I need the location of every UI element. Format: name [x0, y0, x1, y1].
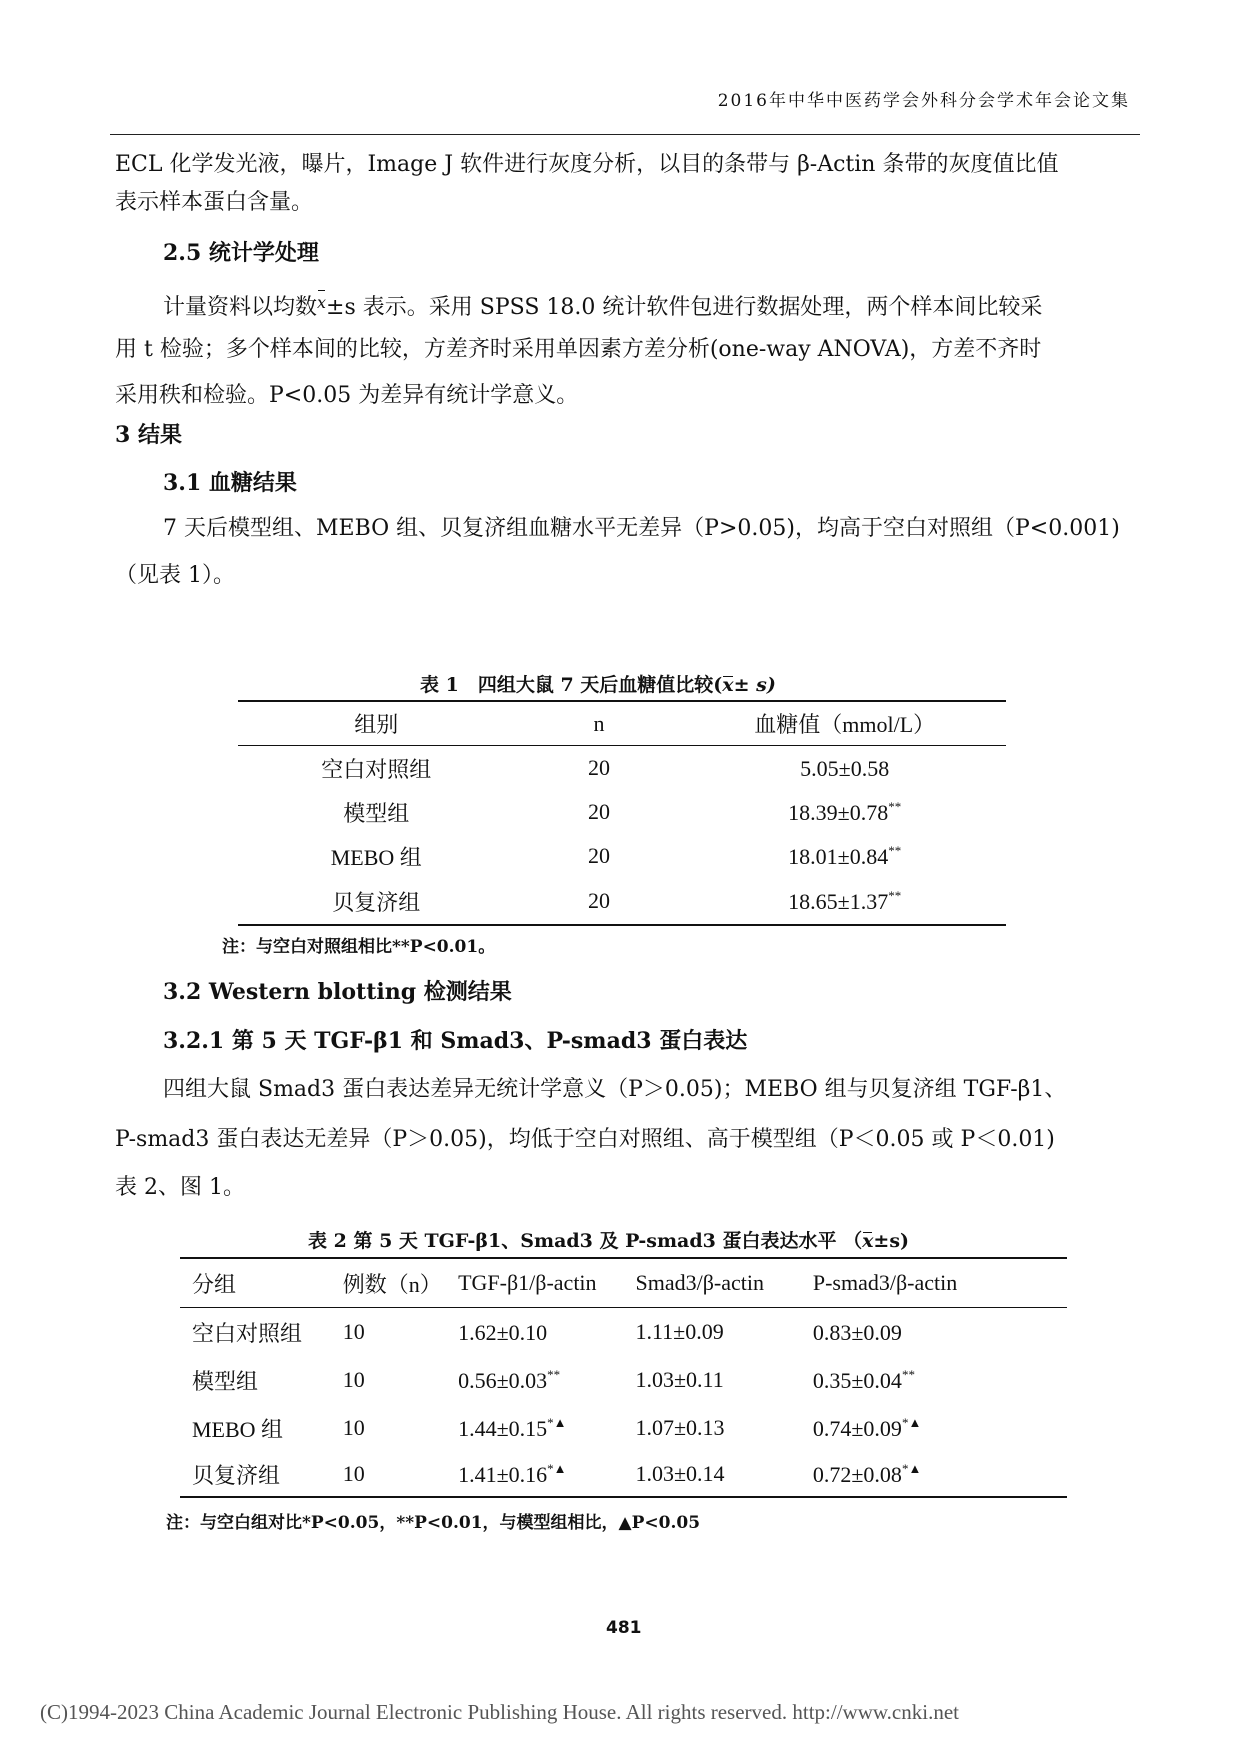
section-3-2-1-heading: 3.2.1 第 5 天 TGF-β1 和 Smad3、P-smad3 蛋白表达	[163, 1028, 748, 1054]
value-text: 0.83±0.09	[812, 1319, 902, 1345]
table1-cell-value	[683, 878, 1006, 925]
stats-line1	[163, 288, 1042, 323]
significance-mark: *▲	[547, 1414, 567, 1430]
table2-cell-n: 10	[331, 1452, 446, 1497]
significance-mark: *▲	[901, 1414, 922, 1430]
stats-line3: 采用秩和检验。P<0.05 为差异有统计学意义。	[115, 383, 579, 408]
value-text: 18.39±0.78	[788, 799, 889, 825]
significance-mark: **	[547, 1366, 561, 1382]
value-text: 18.01±0.84	[788, 843, 889, 869]
value-text: 1.62±0.10	[458, 1319, 548, 1345]
table1-cell-n: 20	[587, 799, 610, 824]
table2-cell-tgf	[446, 1404, 623, 1452]
table2-note: 注：与空白组对比*P<0.05，**P<0.01，与模型组相比，▲P<0.05	[166, 1513, 701, 1533]
sec321-line1: 四组大鼠 Smad3 蛋白表达差异无统计学意义（P＞0.05)；MEBO 组与贝复济组 TGF-β1、	[163, 1077, 1067, 1102]
sec31-line2: （见表 1）。	[115, 563, 235, 588]
table1-cell-group: 空白对照组	[321, 756, 432, 782]
table1-header-group: 组别	[238, 701, 514, 746]
para1-line2: 表示样本蛋白含量。	[115, 190, 314, 215]
table1-cell-group: 模型组	[343, 800, 410, 826]
table2-cell-smad3: 1.07±0.13	[635, 1415, 725, 1440]
sec321-line2: P-smad3 蛋白表达无差异（P＞0.05)，均低于空白对照组、高于模型组（P＜0.05 或 P＜0.01)	[115, 1127, 1055, 1152]
value-text: 1.41±0.16	[458, 1461, 548, 1487]
stats-line1-post: ±s 表示。采用 SPSS 18.0 统计软件包进行数据处理，两个样本间比较采	[326, 295, 1043, 320]
table2-header-tgf: TGF-β1/β-actin	[446, 1258, 623, 1308]
value-text: 18.65±1.37	[788, 888, 889, 914]
mean-x-symbol: x	[317, 288, 326, 318]
table1-cell-value	[683, 834, 1006, 878]
table-row	[180, 1404, 1067, 1452]
table-row	[238, 746, 1006, 791]
section-3-2-heading: 3.2 Western blotting 检测结果	[163, 979, 512, 1005]
table1-caption	[420, 670, 776, 697]
significance-mark: *▲	[901, 1460, 922, 1476]
table1-caption-text: 表 1 四组大鼠 7 天后血糖值比较(	[420, 674, 723, 696]
table2-cell-smad3: 1.11±0.09	[635, 1319, 724, 1344]
table1-cell-group: 贝复济组	[238, 878, 514, 925]
table2-header-smad3: Smad3/β-actin	[623, 1258, 800, 1308]
table2-cell-group: 贝复济组	[180, 1452, 331, 1497]
table2-header-n: 例数（n）	[331, 1258, 446, 1308]
running-header: 2016年中华中医药学会外科分会学术年会论文集	[717, 91, 1130, 111]
significance-mark: **	[901, 1366, 915, 1382]
table2-caption-text: 表 2 第 5 天 TGF-β1、Smad3 及 P-smad3 蛋白表达水平 （	[308, 1230, 863, 1252]
table2-cell-tgf	[446, 1308, 623, 1357]
page-number: 481	[606, 1618, 642, 1638]
table2-header-psmad3: P-smad3/β-actin	[801, 1258, 1067, 1308]
table2-cell-group: MEBO 组	[192, 1416, 284, 1442]
stats-line1-pre: 计量资料以均数	[163, 295, 318, 320]
value-text: 0.72±0.08	[812, 1461, 902, 1487]
table1	[238, 700, 1006, 926]
para1-line1: ECL 化学发光液，曝片，Image J 软件进行灰度分析，以目的条带与 β-Actin 条带的灰度值比值	[115, 152, 1059, 177]
table2-cell-psmad3	[801, 1452, 1067, 1497]
value-text: 0.35±0.04	[812, 1367, 902, 1393]
significance-mark: **	[888, 798, 902, 814]
table1-header-n: n	[514, 701, 683, 746]
section-2-5-heading: 2.5 统计学处理	[163, 240, 319, 266]
table1-header-value: 血糖值（mmol/L）	[683, 701, 1006, 746]
table2-cell-smad3: 1.03±0.14	[623, 1452, 800, 1497]
table1-cell-value	[683, 790, 1006, 834]
table2-cell-group: 模型组	[192, 1368, 259, 1394]
mean-x-symbol: x	[862, 1230, 874, 1252]
value-text: 1.44±0.15	[458, 1415, 548, 1441]
table-row	[238, 834, 1006, 878]
mean-x-symbol: x	[722, 674, 734, 696]
stats-line2: 用 t 检验；多个样本间的比较，方差齐时采用单因素方差分析(one-way ANOVA)，方差不齐时	[115, 337, 1042, 362]
value-text: 0.56±0.03	[458, 1367, 548, 1393]
section-3-heading: 3 结果	[115, 422, 182, 448]
copyright-footer: (C)1994-2023 China Academic Journal Electronic Publishing House. All rights reserved. http://www.cnki.net	[40, 1700, 959, 1724]
table1-cell-n: 20	[587, 755, 610, 780]
sec31-line1: 7 天后模型组、MEBO 组、贝复济组血糖水平无差异（P>0.05)，均高于空白对照组（P<0.001)	[163, 516, 1120, 541]
value-text: 0.74±0.09	[812, 1415, 902, 1441]
table1-cell-n: 20	[514, 878, 683, 925]
table-row	[238, 878, 1006, 925]
significance-mark: **	[888, 887, 902, 903]
significance-mark: *▲	[547, 1460, 567, 1476]
section-3-1-heading: 3.1 血糖结果	[163, 470, 297, 496]
table2-cell-psmad3	[801, 1308, 1067, 1357]
table1-cell-n: 20	[587, 843, 610, 868]
table2-cell-psmad3	[801, 1404, 1067, 1452]
table2	[180, 1257, 1067, 1498]
table1-cell-value	[683, 746, 1006, 791]
significance-mark: **	[888, 842, 902, 858]
table1-cell-group: MEBO 组	[330, 844, 422, 870]
table2-cell-smad3: 1.03±0.11	[635, 1367, 724, 1392]
table2-cell-group: 空白对照组	[192, 1320, 303, 1346]
table2-cell-n: 10	[342, 1367, 365, 1392]
sec321-line3: 表 2、图 1。	[115, 1175, 245, 1200]
table2-caption	[308, 1226, 909, 1253]
table2-cell-tgf	[446, 1356, 623, 1404]
value-text: 5.05±0.58	[800, 755, 890, 781]
table2-cell-psmad3	[801, 1356, 1067, 1404]
table2-caption-end: ±s)	[873, 1230, 910, 1252]
table1-caption-end: ± s)	[733, 674, 776, 696]
table2-cell-n: 10	[342, 1415, 365, 1440]
table1-note: 注：与空白对照组相比**P<0.01。	[222, 937, 496, 957]
table-row	[180, 1452, 1067, 1497]
table2-cell-n: 10	[342, 1319, 365, 1344]
table-row	[180, 1356, 1067, 1404]
table-row	[238, 790, 1006, 834]
table2-header-group: 分组	[180, 1258, 331, 1308]
table2-cell-tgf	[446, 1452, 623, 1497]
header-rule	[110, 134, 1140, 135]
table-row	[180, 1308, 1067, 1357]
